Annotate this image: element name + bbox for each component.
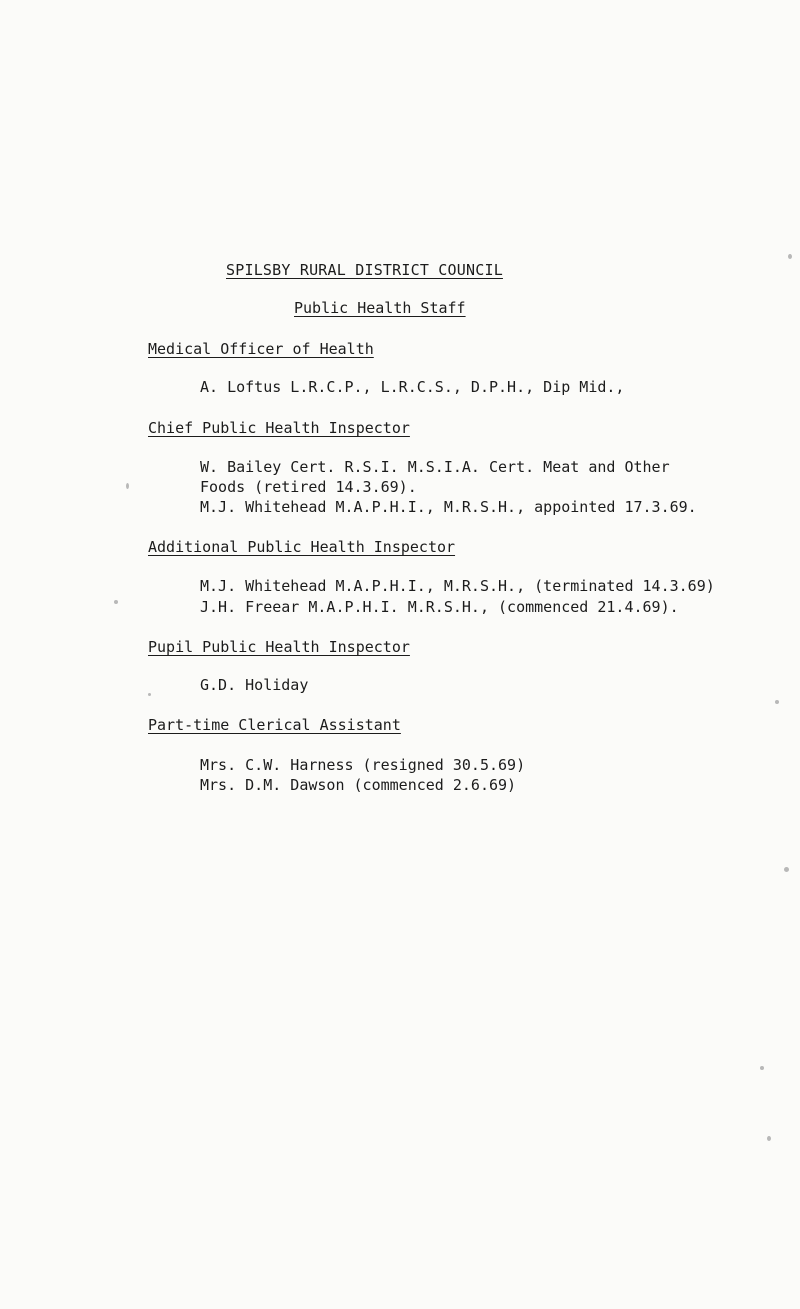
section-heading-medical-officer: Medical Officer of Health [148,340,374,358]
scan-speck [767,1136,771,1141]
scan-speck [775,700,779,704]
scan-speck [788,254,792,259]
section-heading-additional-inspector: Additional Public Health Inspector [148,538,456,556]
scan-speck [148,693,151,696]
scan-speck [784,867,789,872]
entry-chief-inspector-2: Foods (retired 14.3.69). [200,478,417,496]
scan-speck [126,483,129,489]
entry-chief-inspector-1: W. Bailey Cert. R.S.I. M.S.I.A. Cert. Meat and Other [200,458,670,476]
entry-clerical-assistant-1: Mrs. C.W. Harness (resigned 30.5.69) [200,756,526,774]
section-heading-chief-inspector: Chief Public Health Inspector [148,419,410,437]
entry-additional-inspector-1: M.J. Whitehead M.A.P.H.I., M.R.S.H., (terminated 14.3.69) [200,577,715,595]
scan-speck [114,600,118,604]
entry-chief-inspector-3: M.J. Whitehead M.A.P.H.I., M.R.S.H., appointed 17.3.69. [200,498,697,516]
council-title: SPILSBY RURAL DISTRICT COUNCIL [226,261,503,279]
section-heading-pupil-inspector: Pupil Public Health Inspector [148,638,410,656]
entry-clerical-assistant-2: Mrs. D.M. Dawson (commenced 2.6.69) [200,776,517,794]
entry-additional-inspector-2: J.H. Freear M.A.P.H.I. M.R.S.H., (commenced 21.4.69). [200,598,679,616]
entry-medical-officer-1: A. Loftus L.R.C.P., L.R.C.S., D.P.H., Dip Mid., [200,378,625,396]
scan-speck [760,1066,764,1070]
entry-pupil-inspector-1: G.D. Holiday [200,676,309,694]
section-heading-clerical-assistant: Part-time Clerical Assistant [148,716,401,734]
document-subtitle: Public Health Staff [294,299,466,317]
